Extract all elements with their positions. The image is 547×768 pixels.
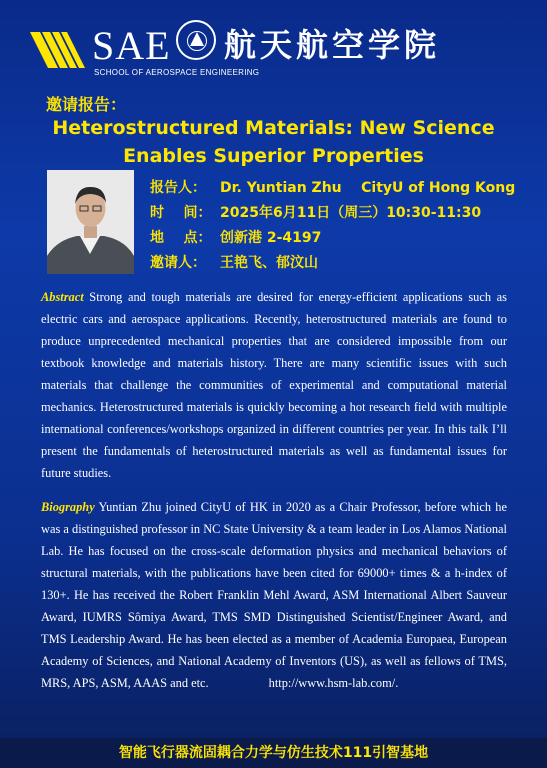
logo-stripes-icon: [28, 28, 88, 76]
place-value: 创新港 2-4197: [220, 230, 322, 246]
abstract-text: Strong and tough materials are desired for energy-efficient applications such as electric cars and aerospace applications. Recently, heterostructured materials are found to produce unprecedented mechanical properties that are considered impossible from our textbook knowledge and materials history. There are many scientific issues with such materials that challenge the communities of experimental and computational material mechanics. Heterostructured materials is quickly becoming a hot research field with multiple international conferences/workshops organized in different countries per year. In this talk I’ll present the fundamentals of heterostructured materials as well as fundamental issues for future studies.: [41, 290, 507, 480]
host-row: [150, 251, 515, 276]
school-seal-icon: [176, 20, 216, 60]
biography-text: Yuntian Zhu joined CityU of HK in 2020 as a Chair Professor, before which he was a distinguished professor in NC State University & a team leader in Los Alamos National Lab. He has focused on the cross-scale deformation physics and mechanical behaviors of structural materials, with the publications have been cited for 69000+ times & a h-index of 130+. He has received the Robert Franklin Mehl Award, ASM International Albert Sauveur Award, IUMRS Sômiya Award, TMS SMD Distinguished Scientist/Engineer Award, and TMS Leadership Award. He has been elected as a member of Academia Europaea, European Academy of Sciences, and National Academy of Inventors (US), as well as fellows of TMS, MRS, APS, ASM, AAAS and etc.: [41, 500, 507, 690]
host-label: 邀请人：: [150, 255, 206, 271]
speaker-row: [150, 176, 515, 201]
footer-banner: 智能飞行器流固耦合力学与仿生技术111引智基地: [0, 738, 547, 768]
time-row: [150, 201, 515, 226]
lab-website-link[interactable]: http://www.hsm-lab.com/.: [268, 676, 399, 690]
school-name-cn: 航天航空学院: [224, 26, 441, 64]
time-label: 时 间：: [150, 205, 212, 221]
place-label: 地 点：: [150, 230, 212, 246]
time-value: 2025年6月11日（周三）10:30-11:30: [220, 205, 482, 221]
host-value: 王艳飞、郁汶山: [220, 255, 318, 271]
biography-section: [41, 496, 507, 694]
invite-label: 邀请报告：: [46, 95, 127, 114]
abstract-keyword: Abstract: [41, 290, 84, 304]
place-row: [150, 226, 515, 251]
school-name-en: SCHOOL OF AEROSPACE ENGINEERING: [94, 68, 260, 77]
abstract-section: [41, 286, 507, 484]
header: [0, 0, 547, 88]
talk-title: Heterostructured Materials: New Science Enables Superior Properties: [52, 117, 495, 167]
speaker-photo: [47, 170, 134, 274]
speaker-label: 报告人：: [150, 180, 206, 196]
biography-keyword: Biography: [41, 500, 95, 514]
brand-logo-text: SAE: [92, 23, 171, 68]
speaker-name: Dr. Yuntian Zhu CityU of Hong Kong: [220, 180, 516, 196]
talk-info: [150, 176, 515, 276]
